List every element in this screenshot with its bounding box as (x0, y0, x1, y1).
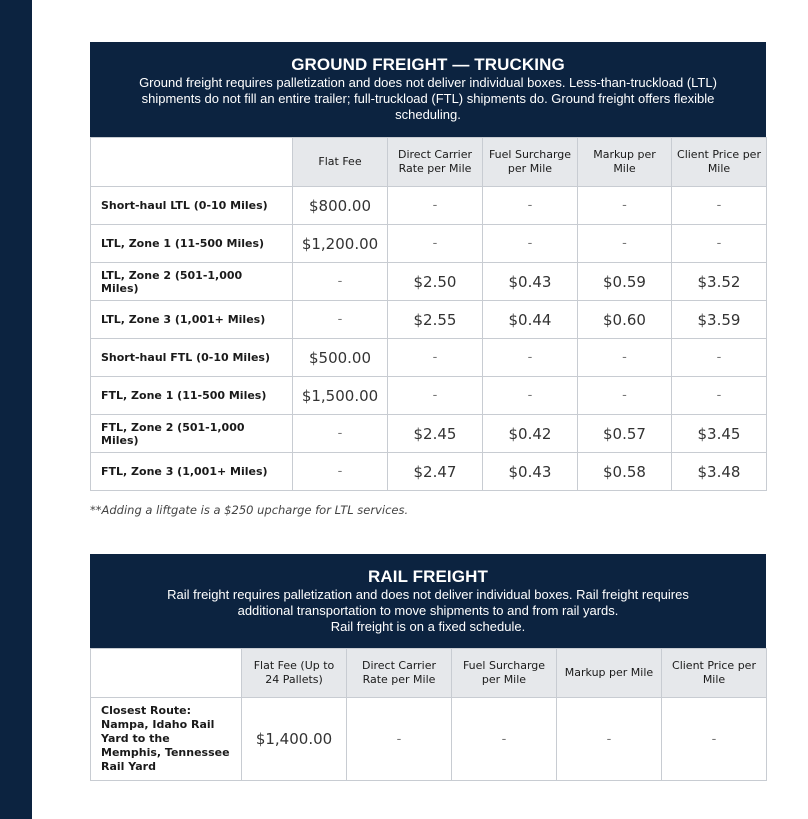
rail-freight-table (90, 648, 767, 781)
column-header: Direct Carrier Rate per Mile (347, 649, 452, 698)
table-cell: $800.00 (293, 187, 388, 225)
table-cell: - (578, 377, 672, 415)
table-cell: - (388, 187, 483, 225)
table-cell: - (578, 187, 672, 225)
rail-freight-panel (90, 554, 766, 781)
table-row (91, 187, 767, 225)
table-cell: $0.43 (483, 263, 578, 301)
row-label: LTL, Zone 2 (501-1,000 Miles) (91, 263, 293, 301)
table-cell: - (672, 225, 767, 263)
table-row (91, 453, 767, 491)
rail-desc-line: Rail freight requires palletization and does not deliver individual boxes. Rail freight requires (167, 587, 689, 602)
ground-freight-title: GROUND FREIGHT — TRUCKING (291, 55, 565, 74)
table-cell: $0.57 (578, 415, 672, 453)
column-header: Flat Fee (293, 138, 388, 187)
row-label: FTL, Zone 1 (11-500 Miles) (91, 377, 293, 415)
header-blank-cell (91, 649, 242, 698)
column-header: Client Price per Mile (672, 138, 767, 187)
table-cell: $0.59 (578, 263, 672, 301)
table-cell: - (388, 225, 483, 263)
table-cell: $3.48 (672, 453, 767, 491)
column-header: Flat Fee (Up to 24 Pallets) (242, 649, 347, 698)
table-cell: - (672, 187, 767, 225)
table-cell: $0.43 (483, 453, 578, 491)
table-cell: $2.45 (388, 415, 483, 453)
table-cell: $1,200.00 (293, 225, 388, 263)
table-cell: - (293, 453, 388, 491)
column-header: Direct Carrier Rate per Mile (388, 138, 483, 187)
row-label: Closest Route: Nampa, Idaho Rail Yard to the Memphis, Tennessee Rail Yard (91, 698, 242, 781)
table-cell: - (388, 377, 483, 415)
rail-freight-title: RAIL FREIGHT (368, 567, 488, 586)
rail-table-body (91, 698, 767, 781)
ground-table-body (91, 187, 767, 491)
ground-freight-banner (90, 42, 766, 137)
table-cell: - (293, 301, 388, 339)
ground-header-row (91, 138, 767, 187)
table-cell: $1,500.00 (293, 377, 388, 415)
table-cell: - (557, 698, 662, 781)
column-header: Markup per Mile (557, 649, 662, 698)
table-cell: - (672, 377, 767, 415)
row-label: Short-haul LTL (0-10 Miles) (91, 187, 293, 225)
row-label: LTL, Zone 3 (1,001+ Miles) (91, 301, 293, 339)
rail-freight-banner (90, 554, 766, 648)
table-cell: - (578, 225, 672, 263)
rail-freight-description (106, 587, 750, 635)
table-cell: - (483, 339, 578, 377)
table-cell: $0.58 (578, 453, 672, 491)
table-row (91, 698, 767, 781)
table-cell: $3.59 (672, 301, 767, 339)
table-cell: $3.52 (672, 263, 767, 301)
column-header: Fuel Surcharge per Mile (483, 138, 578, 187)
ground-freight-description: Ground freight requires palletization and does not deliver individual boxes. Less-than-truckload (LTL) shipments do not fill an entire trailer; full-truckload (FTL) shipments do. Ground freight offers flexible scheduling. (139, 75, 717, 122)
table-cell: $500.00 (293, 339, 388, 377)
rail-header-row (91, 649, 767, 698)
table-cell: - (483, 187, 578, 225)
table-cell: $0.60 (578, 301, 672, 339)
side-bar (0, 0, 32, 819)
table-cell: - (293, 415, 388, 453)
column-header: Fuel Surcharge per Mile (452, 649, 557, 698)
table-cell: - (578, 339, 672, 377)
table-row (91, 225, 767, 263)
rail-desc-line: additional transportation to move shipments to and from rail yards. (237, 603, 619, 618)
table-row (91, 377, 767, 415)
ground-freight-panel (90, 42, 766, 491)
table-cell: $0.42 (483, 415, 578, 453)
table-cell: $1,400.00 (242, 698, 347, 781)
column-header: Client Price per Mile (662, 649, 767, 698)
table-cell: - (293, 263, 388, 301)
table-cell: - (347, 698, 452, 781)
table-cell: $2.50 (388, 263, 483, 301)
rail-desc-line: Rail freight is on a fixed schedule. (330, 619, 526, 634)
ground-freight-table (90, 137, 767, 491)
header-blank-cell (91, 138, 293, 187)
table-cell: - (483, 225, 578, 263)
table-row (91, 415, 767, 453)
table-cell: $3.45 (672, 415, 767, 453)
table-cell: - (388, 339, 483, 377)
column-header: Markup per Mile (578, 138, 672, 187)
row-label: FTL, Zone 2 (501-1,000 Miles) (91, 415, 293, 453)
row-label: FTL, Zone 3 (1,001+ Miles) (91, 453, 293, 491)
table-cell: - (452, 698, 557, 781)
table-cell: - (483, 377, 578, 415)
table-row (91, 263, 767, 301)
row-label: LTL, Zone 1 (11-500 Miles) (91, 225, 293, 263)
row-label: Short-haul FTL (0-10 Miles) (91, 339, 293, 377)
table-cell: - (662, 698, 767, 781)
table-cell: $2.47 (388, 453, 483, 491)
table-row (91, 301, 767, 339)
table-row (91, 339, 767, 377)
table-cell: $0.44 (483, 301, 578, 339)
table-cell: $2.55 (388, 301, 483, 339)
liftgate-footnote: **Adding a liftgate is a $250 upcharge for LTL services. (90, 503, 409, 517)
table-cell: - (672, 339, 767, 377)
